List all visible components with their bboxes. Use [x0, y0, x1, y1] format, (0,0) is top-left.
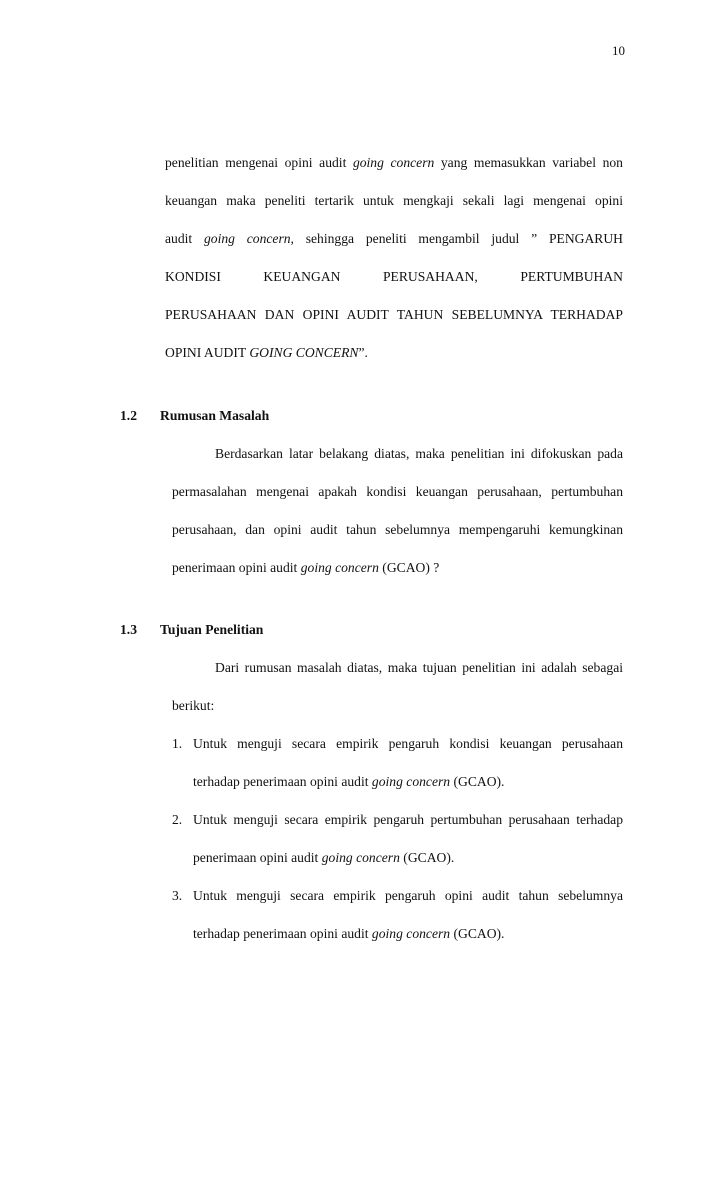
- rumusan-line-4-text-a: penerimaan opini audit: [172, 560, 301, 575]
- rumusan-line-2: permasalahan mengenai apakah kondisi keuangan perusahaan, pertumbuhan: [172, 484, 623, 499]
- list-item-3-text-c: (GCAO).: [450, 926, 505, 941]
- list-item-3-line-2: [193, 925, 504, 943]
- intro-line-6-text-a: OPINI AUDIT: [165, 345, 250, 360]
- list-item-1-text-c: (GCAO).: [450, 774, 505, 789]
- list-item-2-text-a: penerimaan opini audit: [193, 850, 322, 865]
- list-item-3-number: 3.: [172, 888, 183, 903]
- intro-line-6-emphasis: GOING CONCERN: [249, 345, 359, 360]
- list-item-1-line-2: [193, 773, 504, 791]
- list-item-2-number: 2.: [172, 812, 183, 827]
- list-item-3-emphasis: going concern: [371, 926, 451, 941]
- intro-line-6-text-c: ”.: [358, 345, 368, 360]
- list-item-2-line-2: [193, 849, 454, 867]
- list-item-3-text-a: terhadap penerimaan opini audit: [193, 926, 372, 941]
- rumusan-line-1: Berdasarkan latar belakang diatas, maka penelitian ini difokuskan pada: [215, 446, 623, 461]
- section-1-2-title: Rumusan Masalah: [160, 408, 270, 423]
- list-item-1-line-1: Untuk menguji secara empirik pengaruh kondisi keuangan perusahaan: [193, 736, 623, 751]
- intro-line-1-text-a: penelitian mengenai opini audit: [165, 155, 353, 170]
- tujuan-line-1: Dari rumusan masalah diatas, maka tujuan penelitian ini adalah sebagai: [215, 660, 623, 675]
- rumusan-line-4: [172, 559, 439, 577]
- list-item-1-emphasis: going concern: [371, 774, 451, 789]
- intro-line-3-text-c: sehingga peneliti mengambil judul ” PENGARUH: [293, 231, 623, 246]
- intro-line-6: [165, 344, 368, 362]
- intro-line-1: [165, 154, 623, 172]
- intro-line-3-text-a: audit: [165, 231, 204, 246]
- section-1-3-number: 1.3: [120, 622, 137, 637]
- list-item-1-text-a: terhadap penerimaan opini audit: [193, 774, 372, 789]
- rumusan-line-4-text-c: (GCAO) ?: [378, 560, 440, 575]
- intro-line-3-emphasis: going concern,: [203, 231, 294, 246]
- intro-line-2: keuangan maka peneliti tertarik untuk mengkaji sekali lagi mengenai opini: [165, 193, 623, 208]
- list-item-2-line-1: Untuk menguji secara empirik pengaruh pertumbuhan perusahaan terhadap: [193, 812, 623, 827]
- intro-line-4: KONDISI KEUANGAN PERUSAHAAN, PERTUMBUHAN: [165, 269, 623, 284]
- tujuan-line-2: berikut:: [172, 698, 215, 713]
- list-item-3-line-1: Untuk menguji secara empirik pengaruh opini audit tahun sebelumnya: [193, 888, 623, 903]
- section-1-2-heading: [120, 407, 269, 425]
- intro-line-5: PERUSAHAAN DAN OPINI AUDIT TAHUN SEBELUMNYA TERHADAP: [165, 307, 623, 322]
- rumusan-line-4-emphasis: going concern: [300, 560, 379, 575]
- section-1-3-heading: [120, 621, 263, 639]
- rumusan-line-3: perusahaan, dan opini audit tahun sebelumnya mempengaruhi kemungkinan: [172, 522, 623, 537]
- list-item-2-text-c: (GCAO).: [399, 850, 455, 865]
- section-1-3-title: Tujuan Penelitian: [160, 622, 264, 637]
- intro-line-1-emphasis: going concern: [352, 155, 435, 170]
- intro-line-1-text-c: yang memasukkan variabel non: [434, 155, 623, 170]
- intro-line-3: [165, 230, 623, 248]
- section-1-2-number: 1.2: [120, 408, 137, 423]
- list-item-1-number: 1.: [172, 736, 183, 751]
- list-item-2-emphasis: going concern: [321, 850, 400, 865]
- page-number: 10: [612, 43, 625, 58]
